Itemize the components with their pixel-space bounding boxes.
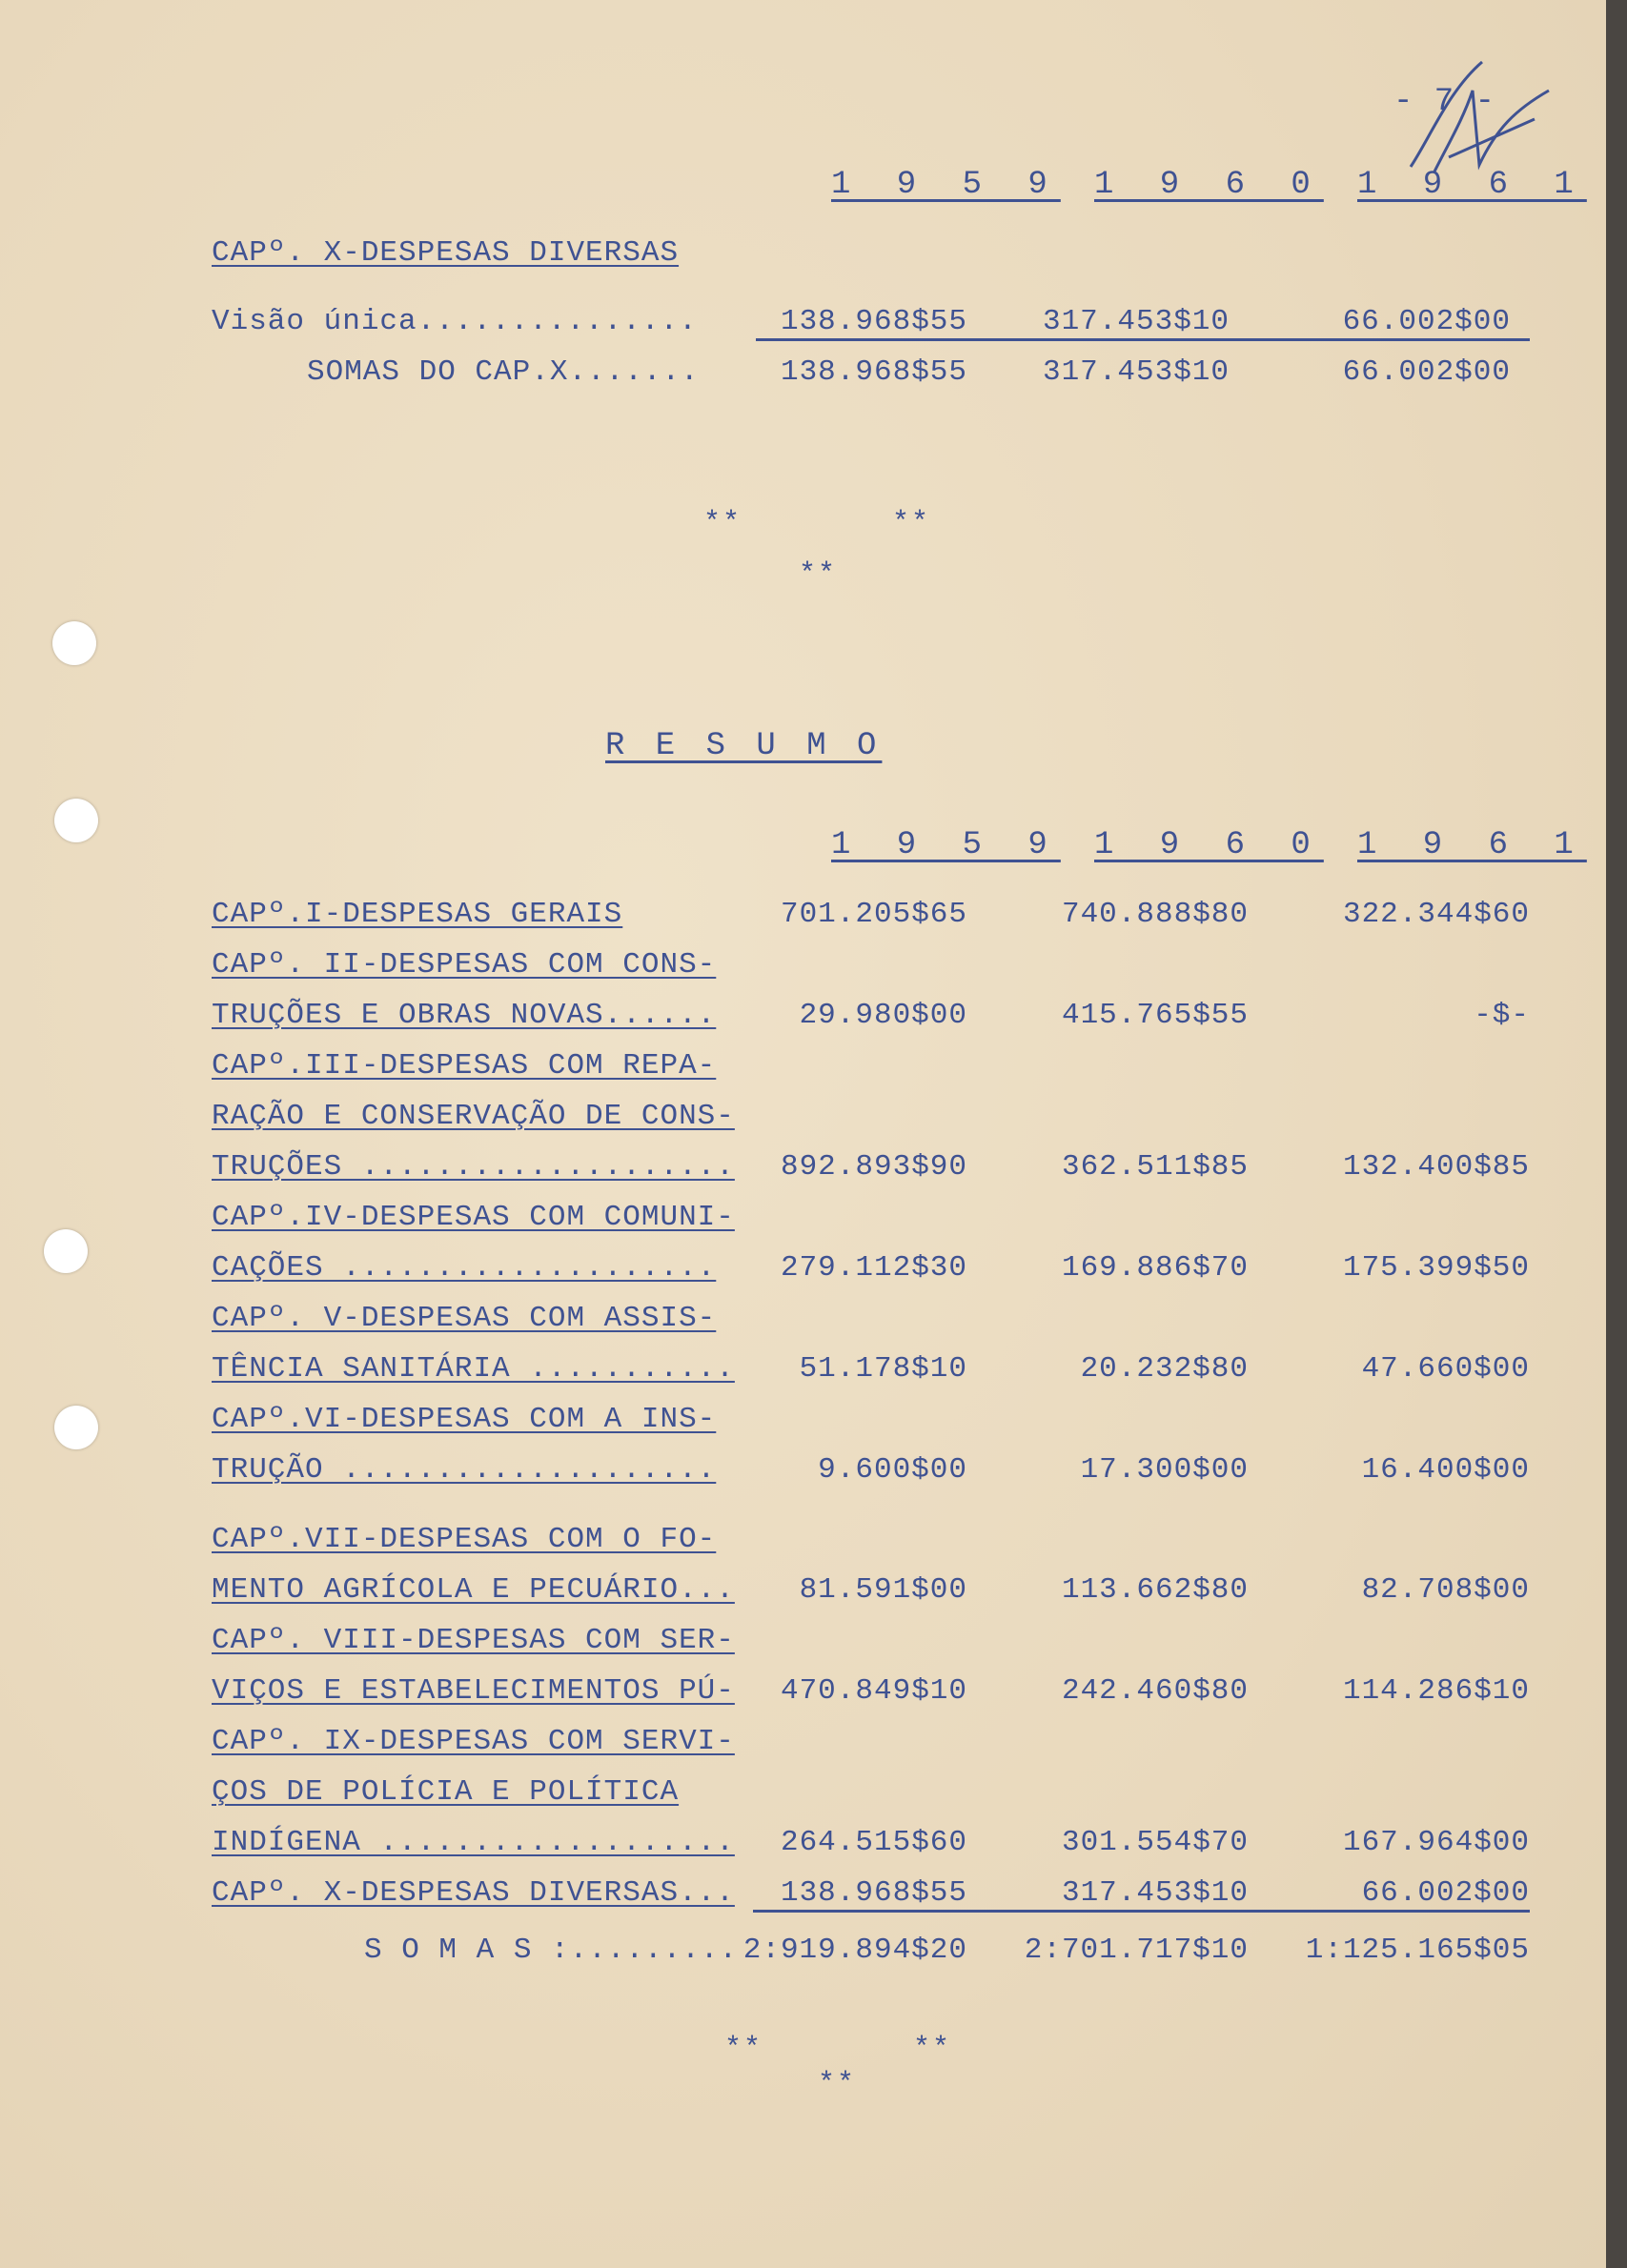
subtotal-1960: 317.453$10 — [1042, 355, 1230, 389]
value-1960: 169.886$70 — [1061, 1251, 1249, 1285]
value-1959: 51.178$10 — [799, 1352, 967, 1386]
chapter-label: RAÇÃO E CONSERVAÇÃO DE CONS- — [212, 1100, 735, 1133]
year-header-1960: 1 9 6 0 — [1094, 167, 1324, 203]
separator-stars: ** — [703, 507, 742, 539]
value-1960: 415.765$55 — [1061, 999, 1249, 1032]
year-header-1959: 1 9 5 9 — [831, 167, 1061, 203]
value-1960: 20.232$80 — [1080, 1352, 1249, 1386]
value-1961: -$- — [1474, 999, 1530, 1032]
value-1961: 175.399$50 — [1342, 1251, 1530, 1285]
value-1959: 279.112$30 — [780, 1251, 967, 1285]
value-1961: 132.400$85 — [1342, 1150, 1530, 1184]
chapter-label: CAPº.I-DESPESAS GERAIS — [212, 898, 623, 931]
value-1961: 66.002$00 — [1361, 1876, 1530, 1910]
value-1959: 892.893$90 — [780, 1150, 967, 1184]
total-1961: 1:125.165$05 — [1305, 1934, 1530, 1967]
total-1960: 2:701.717$10 — [1024, 1934, 1249, 1967]
chapter-label: TÊNCIA SANITÁRIA ........... — [212, 1352, 735, 1386]
value-1959: 9.600$00 — [818, 1453, 967, 1487]
value-1961: 82.708$00 — [1361, 1573, 1530, 1607]
separator-stars: ** — [892, 507, 931, 539]
chapter-label: CAPº.VI-DESPESAS COM A INS- — [212, 1403, 717, 1436]
chapter-label: CAPº. II-DESPESAS COM CONS- — [212, 948, 717, 982]
chapter-label: CAPº. X-DESPESAS DIVERSAS... — [212, 1876, 735, 1910]
punch-hole — [54, 1406, 98, 1449]
year-header-1959: 1 9 5 9 — [831, 827, 1061, 863]
chapter-label: CAPº.IV-DESPESAS COM COMUNI- — [212, 1201, 735, 1234]
subtotal-1961: 66.002$00 — [1342, 355, 1511, 389]
punch-hole — [52, 621, 96, 665]
chapter-label: MENTO AGRÍCOLA E PECUÁRIO... — [212, 1573, 735, 1607]
row-label: Visão única............... — [212, 305, 698, 338]
value-1959: 470.849$10 — [780, 1674, 967, 1708]
chapter-label: ÇOS DE POLÍCIA E POLÍTICA — [212, 1775, 680, 1809]
year-header-1960: 1 9 6 0 — [1094, 827, 1324, 863]
year-header-1961: 1 9 6 1 — [1357, 827, 1587, 863]
value-1960: 113.662$80 — [1061, 1573, 1249, 1607]
value-1959: 138.968$55 — [780, 305, 967, 338]
punch-hole — [44, 1229, 88, 1273]
chapter-label: TRUÇÕES .................... — [212, 1150, 735, 1184]
chapter-label: CAÇÕES .................... — [212, 1251, 717, 1285]
value-1960: 317.453$10 — [1042, 305, 1230, 338]
value-1960: 301.554$70 — [1061, 1826, 1249, 1859]
year-header-1961: 1 9 6 1 — [1357, 167, 1587, 203]
totals-label: S O M A S :......... — [364, 1934, 739, 1967]
chapter-label: TRUÇÃO .................... — [212, 1453, 717, 1487]
value-1960: 242.460$80 — [1061, 1674, 1249, 1708]
separator-stars: ** — [913, 2033, 952, 2065]
page-number: - 7 - — [1393, 84, 1496, 120]
resumo-title: R E S U M O — [605, 728, 883, 764]
chapter-label: CAPº.VII-DESPESAS COM O FO- — [212, 1523, 717, 1556]
total-1959: 2:919.894$20 — [742, 1934, 967, 1967]
value-1959: 138.968$55 — [780, 1876, 967, 1910]
subtotal-label: SOMAS DO CAP.X....... — [307, 355, 700, 389]
chapter-label: INDÍGENA ................... — [212, 1826, 735, 1859]
value-1961: 114.286$10 — [1342, 1674, 1530, 1708]
value-1961: 66.002$00 — [1342, 305, 1511, 338]
separator-stars: ** — [818, 2068, 857, 2100]
sum-rule — [756, 338, 1530, 341]
sum-rule — [753, 1910, 1530, 1913]
value-1960: 17.300$00 — [1080, 1453, 1249, 1487]
chapter-label: VIÇOS E ESTABELECIMENTOS PÚ- — [212, 1674, 735, 1708]
value-1960: 362.511$85 — [1061, 1150, 1249, 1184]
chapter-label: TRUÇÕES E OBRAS NOVAS...... — [212, 999, 717, 1032]
subtotal-1959: 138.968$55 — [780, 355, 967, 389]
chapter-label: CAPº. V-DESPESAS COM ASSIS- — [212, 1302, 717, 1335]
chapter-label: CAPº.III-DESPESAS COM REPA- — [212, 1049, 717, 1083]
separator-stars: ** — [724, 2033, 763, 2065]
value-1961: 167.964$00 — [1342, 1826, 1530, 1859]
value-1961: 47.660$00 — [1361, 1352, 1530, 1386]
value-1959: 701.205$65 — [780, 898, 967, 931]
value-1961: 16.400$00 — [1361, 1453, 1530, 1487]
section-title: CAPº. X-DESPESAS DIVERSAS — [212, 236, 680, 270]
chapter-label: CAPº. VIII-DESPESAS COM SER- — [212, 1624, 735, 1657]
signature-mark — [1392, 52, 1554, 186]
value-1960: 740.888$80 — [1061, 898, 1249, 931]
value-1959: 81.591$00 — [799, 1573, 967, 1607]
value-1961: 322.344$60 — [1342, 898, 1530, 931]
chapter-label: CAPº. IX-DESPESAS COM SERVI- — [212, 1725, 735, 1758]
value-1960: 317.453$10 — [1061, 1876, 1249, 1910]
value-1959: 29.980$00 — [799, 999, 967, 1032]
punch-hole — [54, 799, 98, 842]
value-1959: 264.515$60 — [780, 1826, 967, 1859]
separator-stars: ** — [799, 558, 838, 591]
